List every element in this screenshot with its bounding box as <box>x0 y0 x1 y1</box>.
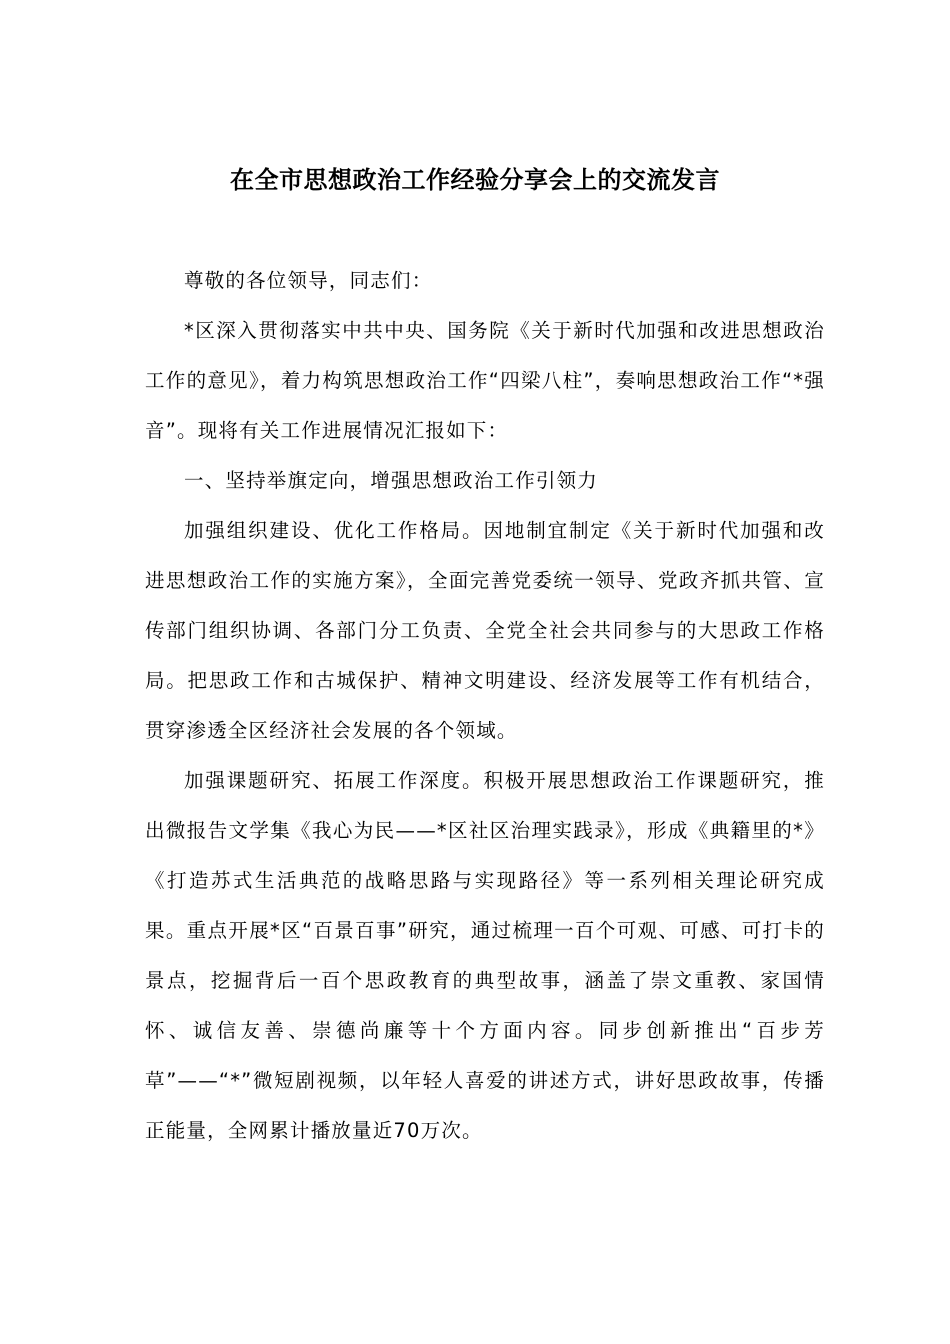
intro-paragraph: *区深入贯彻落实中共中央、国务院《关于新时代加强和改进思想政治工作的意见》，着力构筑思想政治工作“四梁八柱”，奏响思想政治工作“*强音”。现将有关工作进展情况汇报如下： <box>145 319 825 442</box>
document-body <box>145 256 825 1156</box>
document-title: 在全市思想政治工作经验分享会上的交流发言 <box>230 166 720 194</box>
section-heading: 一、坚持举旗定向，增强思想政治工作引领力 <box>184 469 599 492</box>
body-paragraph-research: 加强课题研究、拓展工作深度。积极开展思想政治工作课题研究，推出微报告文学集《我心为民——*区社区治理实践录》，形成《典籍里的*》《打造苏式生活典范的战略思路与实现路径》等一系列相关理论研究成果。重点开展*区“百景百事”研究，通过梳理一百个可观、可感、可打卡的景点，挖掘背后一百个思政教育的典型故事，涵盖了崇文重教、家国情怀、诚信友善、崇德尚廉等十个方面内容。同步创新推出“百步芳草”——“*”微短剧视频，以年轻人喜爱的讲述方式，讲好思政故事，传播正能量，全网累计播放量近70万次。 <box>145 769 825 1142</box>
body-paragraph-organization: 加强组织建设、优化工作格局。因地制宜制定《关于新时代加强和改进思想政治工作的实施方案》，全面完善党委统一领导、党政齐抓共管、宣传部门组织协调、各部门分工负责、全党全社会共同参与的大思政工作格局。把思政工作和古城保护、精神文明建设、经济发展等工作有机结合，贯穿渗透全区经济社会发展的各个领域。 <box>145 519 825 742</box>
salutation-paragraph: 尊敬的各位领导，同志们： <box>184 269 433 292</box>
